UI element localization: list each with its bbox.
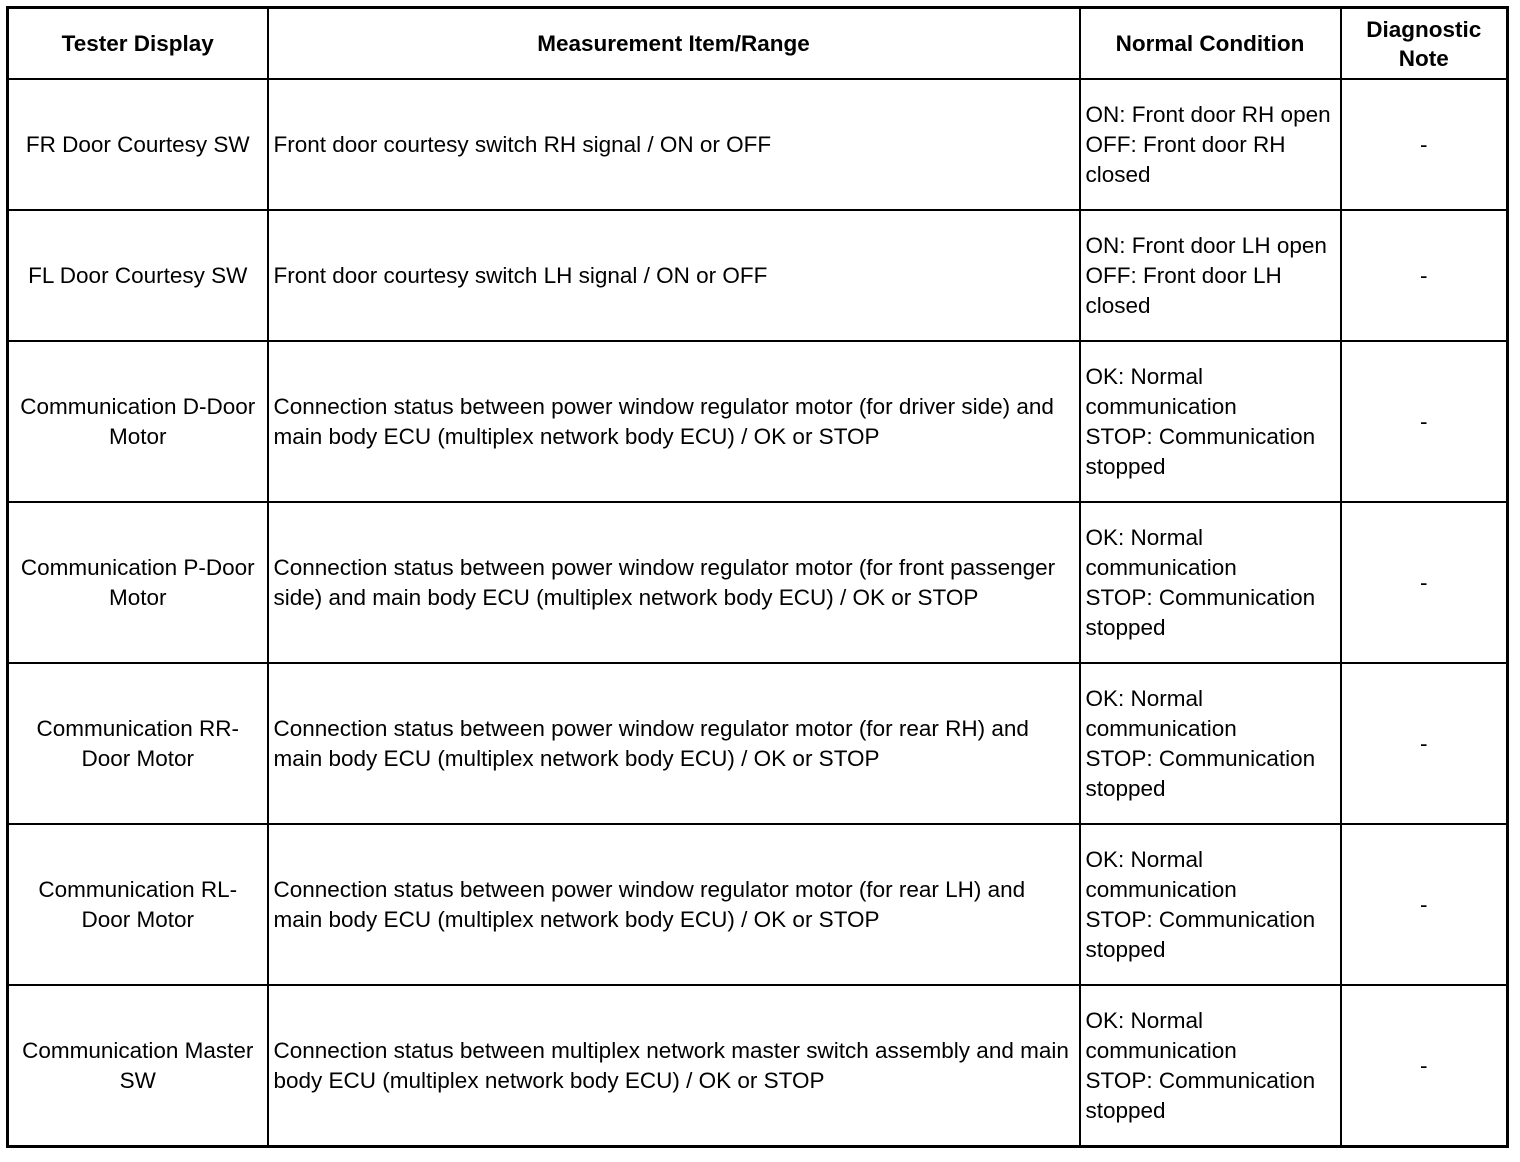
cell-measurement: Connection status between multiplex network master switch assembly and main body ECU (multiplex network body ECU) / OK or STOP — [268, 985, 1080, 1147]
cell-measurement: Front door courtesy switch LH signal / ON or OFF — [268, 210, 1080, 341]
normal-condition-line: ON: Front door RH open — [1085, 101, 1331, 127]
normal-condition-line: OFF: Front door RH closed — [1085, 131, 1286, 187]
cell-normal-condition — [1080, 663, 1341, 824]
normal-condition-line: STOP: Communication stopped — [1085, 584, 1316, 640]
normal-condition-line: STOP: Communication stopped — [1085, 906, 1316, 962]
table-row — [8, 341, 1508, 502]
cell-measurement: Connection status between power window regulator motor (for driver side) and main body ECU (multiplex network body ECU) / OK or STOP — [268, 341, 1080, 502]
diagnostic-table-container — [6, 6, 1509, 1148]
cell-diagnostic-note: - — [1341, 824, 1508, 985]
cell-measurement: Front door courtesy switch RH signal / ON or OFF — [268, 79, 1080, 210]
normal-condition-line: STOP: Communication stopped — [1085, 423, 1316, 479]
normal-condition-line: OK: Normal communication — [1085, 524, 1237, 580]
cell-measurement: Connection status between power window regulator motor (for rear RH) and main body ECU (multiplex network body ECU) / OK or STOP — [268, 663, 1080, 824]
normal-condition-line: OK: Normal communication — [1085, 1007, 1237, 1063]
header-tester-display: Tester Display — [8, 8, 268, 80]
cell-normal-condition — [1080, 341, 1341, 502]
cell-diagnostic-note: - — [1341, 341, 1508, 502]
header-diagnostic-note: Diagnostic Note — [1341, 8, 1508, 80]
table-row — [8, 502, 1508, 663]
normal-condition-line: OK: Normal communication — [1085, 846, 1237, 902]
cell-tester-display: Communication RR-Door Motor — [8, 663, 268, 824]
table-header-row — [8, 8, 1508, 80]
table-row — [8, 210, 1508, 341]
cell-tester-display: FL Door Courtesy SW — [8, 210, 268, 341]
cell-measurement: Connection status between power window regulator motor (for rear LH) and main body ECU (multiplex network body ECU) / OK or STOP — [268, 824, 1080, 985]
cell-tester-display: FR Door Courtesy SW — [8, 79, 268, 210]
table-row — [8, 985, 1508, 1147]
header-measurement: Measurement Item/Range — [268, 8, 1080, 80]
normal-condition-line: OFF: Front door LH closed — [1085, 262, 1282, 318]
cell-diagnostic-note: - — [1341, 663, 1508, 824]
cell-diagnostic-note: - — [1341, 502, 1508, 663]
data-list-table — [6, 6, 1509, 1148]
cell-normal-condition — [1080, 824, 1341, 985]
cell-tester-display: Communication RL-Door Motor — [8, 824, 268, 985]
cell-normal-condition — [1080, 210, 1341, 341]
normal-condition-line: STOP: Communication stopped — [1085, 745, 1316, 801]
cell-diagnostic-note: - — [1341, 79, 1508, 210]
cell-normal-condition — [1080, 502, 1341, 663]
header-normal-condition: Normal Condition — [1080, 8, 1341, 80]
table-row — [8, 824, 1508, 985]
cell-normal-condition — [1080, 79, 1341, 210]
cell-diagnostic-note: - — [1341, 210, 1508, 341]
table-row — [8, 79, 1508, 210]
normal-condition-line: STOP: Communication stopped — [1085, 1067, 1316, 1123]
table-row — [8, 663, 1508, 824]
cell-tester-display: Communication Master SW — [8, 985, 268, 1147]
cell-normal-condition — [1080, 985, 1341, 1147]
cell-tester-display: Communication D-Door Motor — [8, 341, 268, 502]
normal-condition-line: OK: Normal communication — [1085, 685, 1237, 741]
cell-tester-display: Communication P-Door Motor — [8, 502, 268, 663]
cell-diagnostic-note: - — [1341, 985, 1508, 1147]
normal-condition-line: OK: Normal communication — [1085, 363, 1237, 419]
normal-condition-line: ON: Front door LH open — [1085, 232, 1327, 258]
cell-measurement: Connection status between power window regulator motor (for front passenger side) and main body ECU (multiplex network body ECU) / OK or STOP — [268, 502, 1080, 663]
